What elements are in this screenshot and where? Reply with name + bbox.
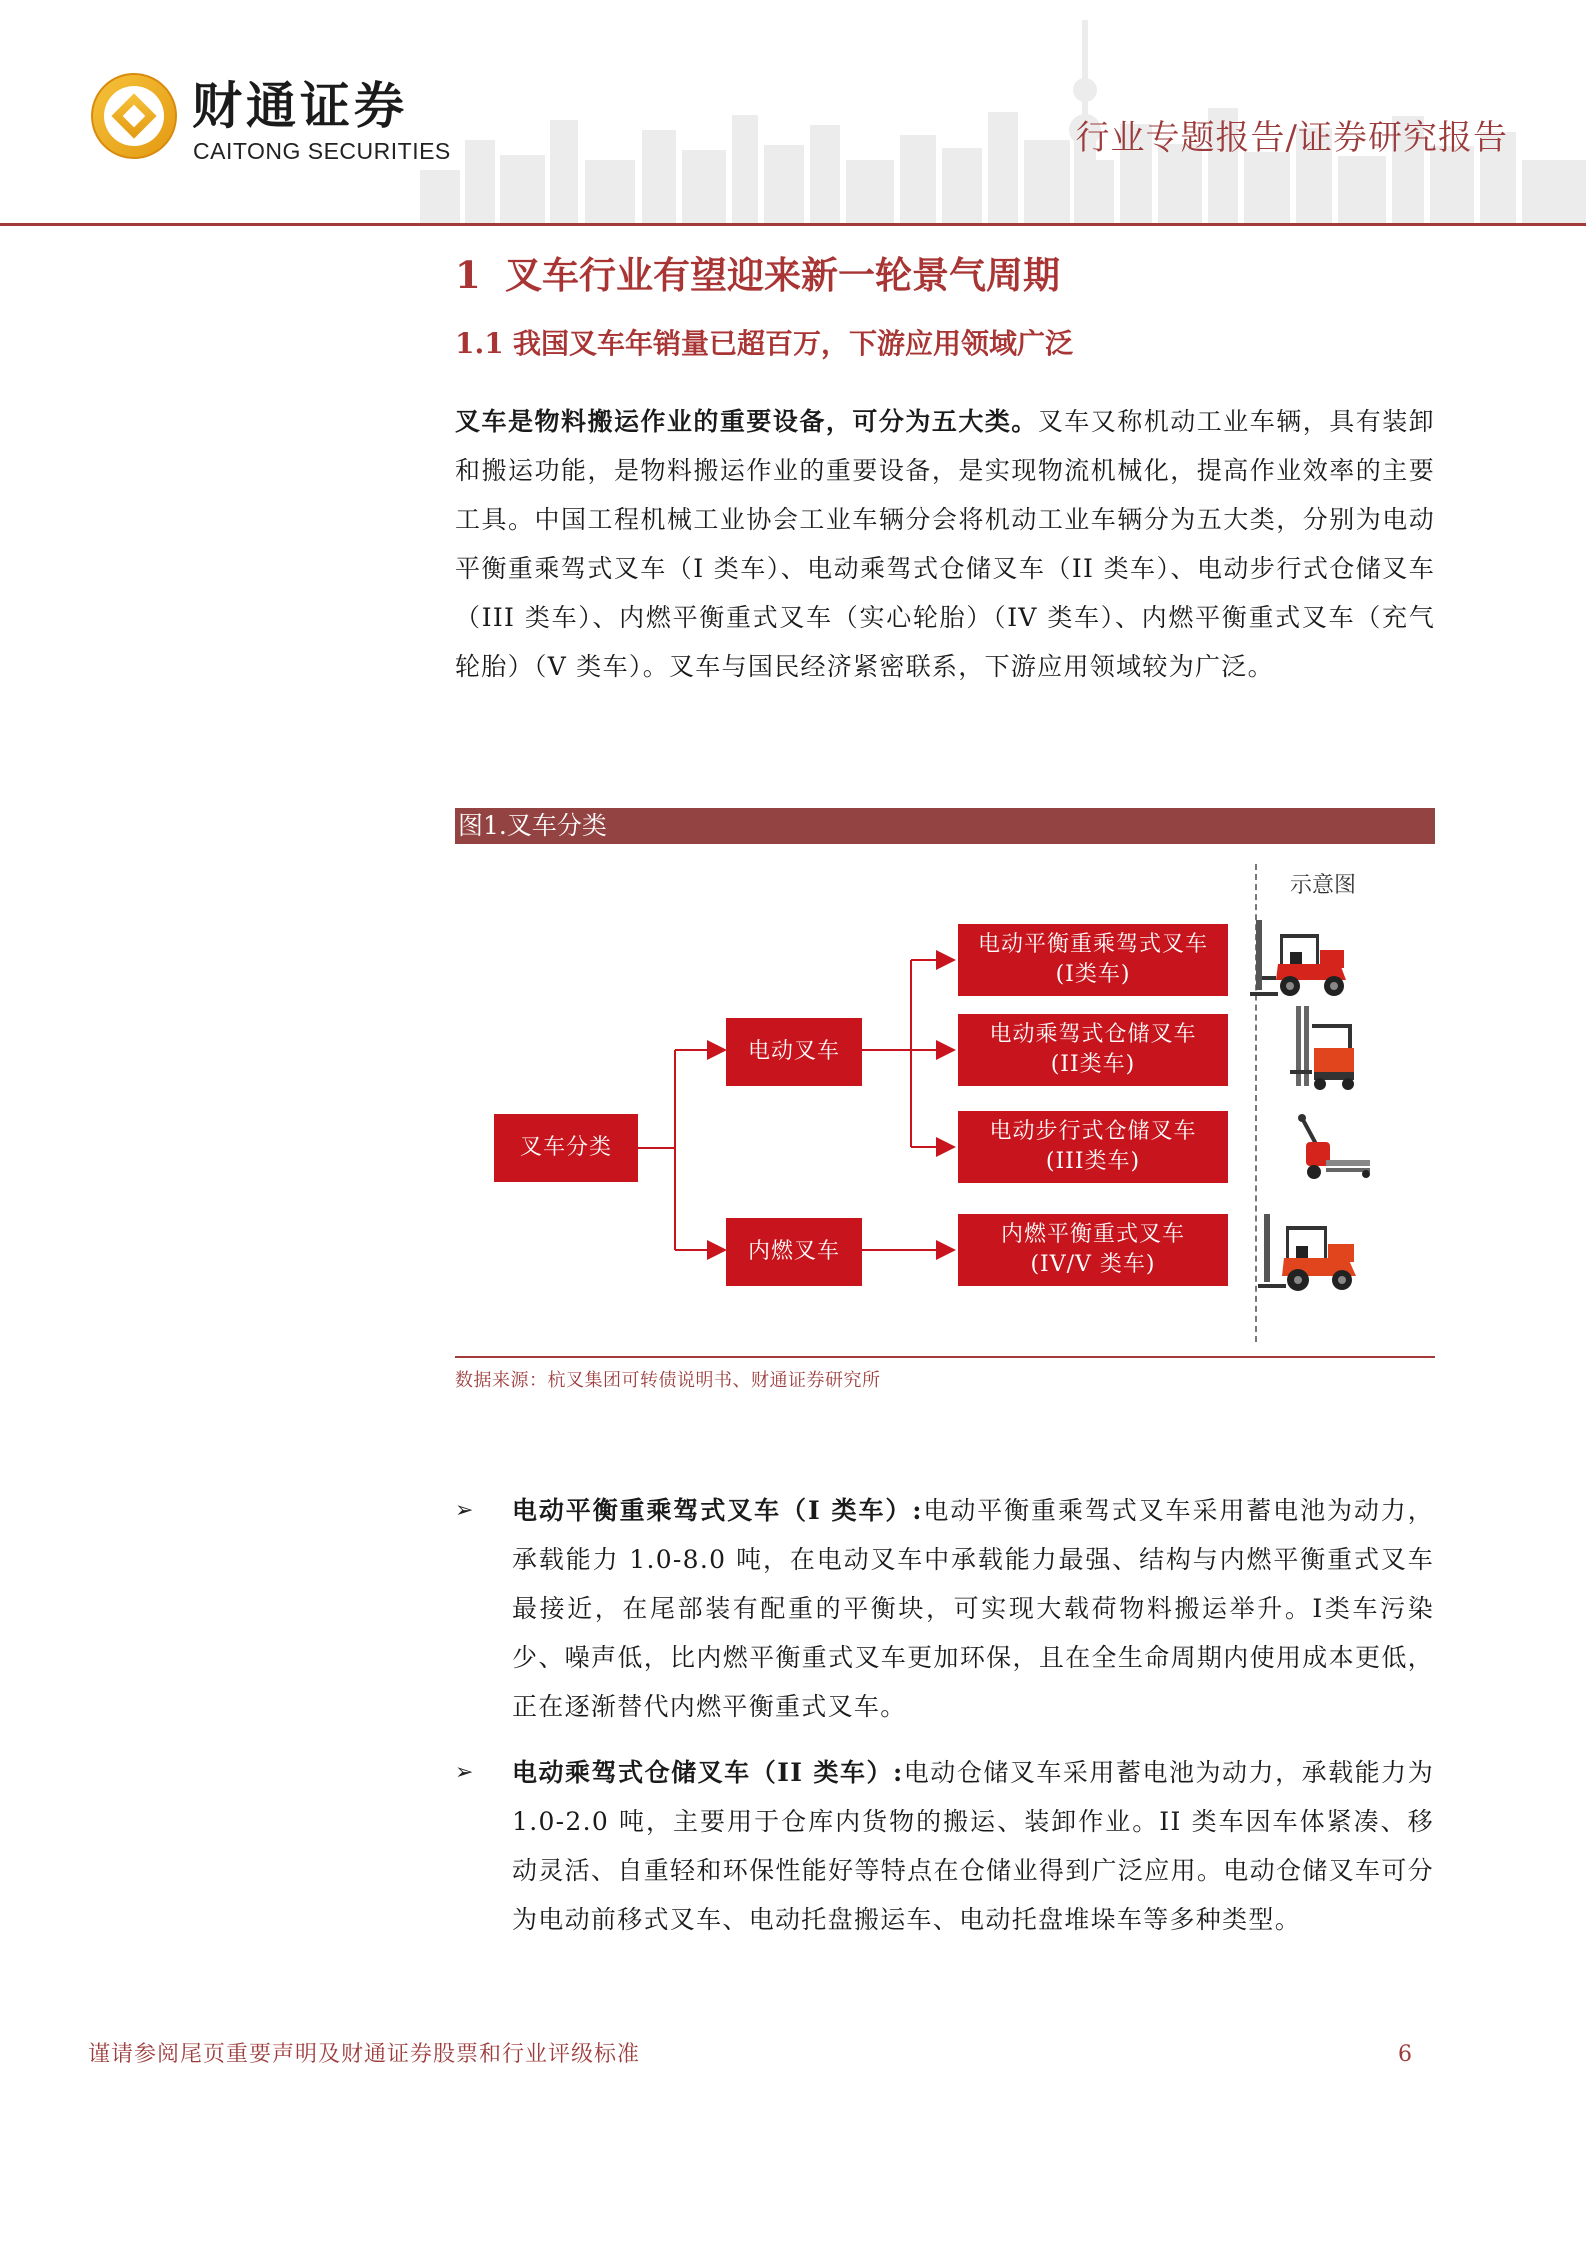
intro-body: 叉车又称机动工业车辆，具有装卸和搬运功能，是物料搬运作业的重要设备，是实现物流机械化，提高作业效率的主要工具。中国工程机械工业协会工业车辆分会将机动工业车辆分为五大类，分别为电动平衡重乘驾式叉车（I 类车）、电动乘驾式仓储叉车（II 类车）、电动步行式仓储叉车（III 类车）、内燃平衡重式叉车（实心轮胎）（IV 类车）、内燃平衡重式叉车（充气轮胎）（V 类车）。叉车与国民经济紧密联系，下游应用领域较为广泛。 (455, 407, 1435, 681)
branch-node-electric (726, 1018, 862, 1086)
intro-lead: 叉车是物料搬运作业的重要设备，可分为五大类。 (455, 407, 1038, 436)
branch-node-ice (726, 1218, 862, 1286)
leaf-class: (I类车) (1055, 962, 1131, 987)
branch-ice-label: 内燃叉车 (747, 1239, 840, 1264)
leaf-name: 电动乘驾式仓储叉车 (989, 1022, 1197, 1047)
ice-forklift-icon (1258, 1210, 1368, 1294)
subsection-heading (455, 324, 1073, 364)
section-heading (455, 252, 1060, 298)
disclaimer-footer: 谨请参阅尾页重要声明及财通证券股票和行业评级标准 (88, 2042, 641, 2067)
leaf-name: 电动步行式仓储叉车 (989, 1119, 1197, 1144)
intro-paragraph (455, 397, 1435, 691)
leaf-class: (III类车) (1045, 1149, 1141, 1174)
bullet-arrow-icon: ➢ (455, 1498, 474, 1523)
page-number: 6 (1398, 2042, 1412, 2067)
bullet-body: 电动平衡重乘驾式叉车采用蓄电池为动力，承载能力 1.0-8.0 吨，在电动叉车中承载能力最强、结构与内燃平衡重式叉车最接近，在尾部装有配重的平衡块，可实现大载荷物料搬运举升。I类车污染少、噪声低，比内燃平衡重式叉车更加环保，且在全生命周期内使用成本更低，正在逐渐替代内燃平衡重式叉车。 (512, 1496, 1435, 1721)
leaf-name: 内燃平衡重式叉车 (1000, 1222, 1185, 1247)
page-header (0, 0, 1586, 230)
figure-source: 数据来源：杭叉集团可转债说明书、财通证券研究所 (455, 1370, 881, 1391)
leaf-node-class-i (958, 924, 1228, 996)
figure-title: 图1.叉车分类 (458, 811, 607, 840)
reach-truck-icon (1290, 1006, 1360, 1092)
subsection-number: 1.1 (455, 327, 504, 360)
leaf-class: (II类车) (1050, 1052, 1136, 1077)
header-divider (0, 223, 1586, 226)
caitong-logo-icon (88, 70, 180, 162)
pallet-truck-icon (1282, 1114, 1372, 1184)
section-title: 叉车行业有望迎来新一轮景气周期 (505, 253, 1060, 297)
figure-bottom-rule (455, 1356, 1435, 1358)
bullet-class-ii (512, 1748, 1434, 1944)
illustration-label: 示意图 (1290, 873, 1357, 898)
leaf-name: 电动平衡重乘驾式叉车 (977, 932, 1208, 957)
subsection-title: 我国叉车年销量已超百万，下游应用领域广泛 (513, 327, 1074, 360)
leaf-class: (IV/V 类车) (1030, 1252, 1156, 1277)
bullet-class-i (512, 1486, 1434, 1731)
bullet-body: 电动仓储叉车采用蓄电池为动力，承载能力为 1.0-2.0 吨，主要用于仓库内货物的搬运、装卸作业。II 类车因车体紧凑、移动灵活、自重轻和环保性能好等特点在仓储业得到广泛应用。电动仓储叉车可分为电动前移式叉车、电动托盘搬运车、电动托盘堆垛车等多种类型。 (512, 1758, 1434, 1934)
report-type-label: 行业专题报告/证券研究报告 (1075, 118, 1508, 158)
bullet-arrow-icon: ➢ (455, 1760, 474, 1785)
leaf-node-class-iii (958, 1111, 1228, 1183)
branch-electric-label: 电动叉车 (747, 1039, 840, 1064)
bullet-lead: 电动平衡重乘驾式叉车（I 类车）: (512, 1496, 923, 1525)
section-number: 1 (455, 253, 481, 297)
brand-name-en: CAITONG SECURITIES (193, 138, 451, 164)
root-node-label: 叉车分类 (519, 1135, 612, 1160)
brand-name-cn: 财通证券 (192, 77, 408, 135)
root-node (494, 1114, 638, 1182)
leaf-node-class-iv-v (958, 1214, 1228, 1286)
counterbalance-forklift-icon (1250, 914, 1360, 1000)
leaf-node-class-ii (958, 1014, 1228, 1086)
bullet-lead: 电动乘驾式仓储叉车（II 类车）: (512, 1758, 904, 1787)
